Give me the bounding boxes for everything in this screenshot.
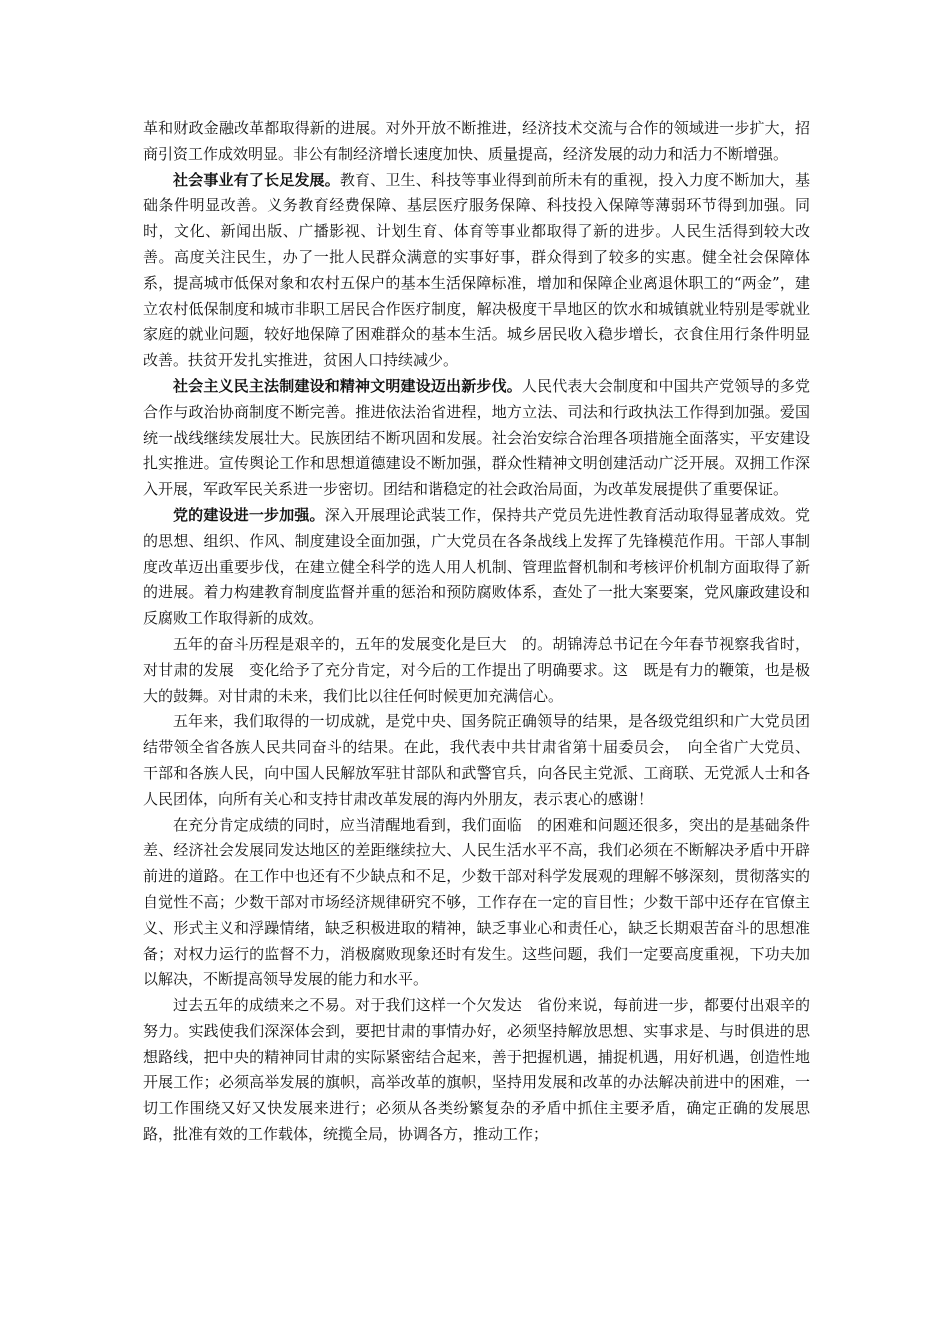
paragraph [143, 374, 810, 503]
paragraph-text: 革和财政金融改革都取得新的进展。对外开放不断推进，经济技术交流与合作的领域进一步扩大，招商引资工作成效明显。非公有制经济增长速度加快、质量提高，经济发展的动力和活力不断增强。 [143, 119, 810, 163]
paragraph-lead: 社会事业有了长足发展。 [173, 170, 340, 189]
paragraph-text: 人民代表大会制度和中国共产党领导的多党合作与政治协商制度不断完善。推进依法治省进程，地方立法、司法和行政执法工作得到加强。爱国统一战线继续发展壮大。民族团结不断巩固和发展。社会治安综合治理各项措施全面落实，平安建设扎实推进。宣传舆论工作和思想道德建设不断加强，群众性精神文明创建活动广泛开展。双拥工作深入开展，军政军民关系进一步密切。团结和谐稳定的社会政治局面，为改革发展提供了重要保证。 [143, 376, 810, 499]
paragraph-text: 五年的奋斗历程是艰辛的，五年的发展变化是巨大 的。胡锦涛总书记在今年春节视察我省时，对甘肃的发展 变化给予了充分肯定，对今后的工作提出了明确要求。这 既是有力的鞭策，也是极大的鼓舞。对甘肃的未来，我们比以往任何时候更加充满信心。 [143, 634, 810, 705]
paragraph-text: 过去五年的成绩来之不易。对于我们这样一个欠发达 省份来说，每前进一步，都要付出艰辛的努力。实践使我们深深体会到，要把甘肃的事情办好，必须坚持解放思想、实事求是、与时俱进的思想路线，把中央的精神同甘肃的实际紧密结合起来，善于把握机遇，捕捉机遇，用好机遇，创造性地开展工作；必须高举发展的旗帜，高举改革的旗帜，坚持用发展和改革的办法解决前进中的困难，一切工作围绕又好又快发展来进行；必须从各类纷繁复杂的矛盾中抓住主要矛盾，确定正确的发展思路，批准有效的工作载体，统揽全局，协调各方，推动工作； [143, 996, 810, 1144]
paragraph [143, 813, 810, 994]
paragraph [143, 116, 810, 168]
paragraph-lead: 党的建设进一步加强。 [173, 505, 325, 524]
paragraph-text: 在充分肯定成绩的同时，应当清醒地看到，我们面临 的困难和问题还很多，突出的是基础条件差、经济社会发展同发达地区的差距继续拉大、人民生活水平不高，我们必须在不断解决矛盾中开辟前进的道路。在工作中也还有不少缺点和不足，少数干部对科学发展观的理解不够深刻，贯彻落实的自觉性不高；少数干部对市场经济规律研究不够，工作存在一定的盲目性；少数干部中还存在官僚主义、形式主义和浮躁情绪，缺乏积极进取的精神，缺乏事业心和责任心，缺乏长期艰苦奋斗的思想准备；对权力运行的监督不力，消极腐败现象还时有发生。这些问题，我们一定要高度重视，下功夫加以解决，不断提高领导发展的能力和水平。 [143, 815, 810, 989]
paragraph-lead: 社会主义民主法制建设和精神文明建设迈出新步伐。 [173, 376, 522, 395]
paragraph-text: 教育、卫生、科技等事业得到前所未有的重视，投入力度不断加大，基础条件明显改善。义务教育经费保障、基层医疗服务保障、科技投入保障等薄弱环节得到加强。同时，文化、新闻出版、广播影视、计划生育、体育等事业都取得了新的进步。人民生活得到较大改善。高度关注民生，办了一批人民群众满意的实事好事，群众得到了较多的实惠。健全社会保障体系，提高城市低保对象和农村五保户的基本生活保障标准，增加和保障企业离退休职工的“两金”，建立农村低保制度和城市非职工居民合作医疗制度，解决极度干旱地区的饮水和城镇就业特别是零就业家庭的就业问题，较好地保障了困难群众的基本生活。城乡居民收入稳步增长，衣食住用行条件明显改善。扶贫开发扎实推进，贫困人口持续减少。 [143, 170, 810, 370]
paragraph-text: 深入开展理论武装工作，保持共产党员先进性教育活动取得显著成效。党的思想、组织、作风、制度建设全面加强，广大党员在各条战线上发挥了先锋模范作用。干部人事制度改革迈出重要步伐，在建立健全科学的选人用人机制、管理监督机制和考核评价机制方面取得了新的进展。着力构建教育制度监督并重的惩治和预防腐败体系，查处了一批大案要案，党风廉政建设和反腐败工作取得新的成效。 [143, 505, 810, 628]
paragraph-text: 五年来，我们取得的一切成就，是党中央、国务院正确领导的结果，是各级党组织和广大党员团结带领全省各族人民共同奋斗的结果。在此，我代表中共甘肃省第十届委员会， 向全省广大党员、干部和各族人民，向中国人民解放军驻甘部队和武警官兵，向各民主党派、工商联、无党派人士和各人民团体，向所有关心和支持甘肃改革发展的海内外朋友，表示衷心的感谢！ [143, 712, 810, 808]
paragraph [143, 168, 810, 374]
paragraph [143, 993, 810, 1148]
paragraph [143, 632, 810, 709]
paragraph [143, 503, 810, 632]
document-body [143, 116, 810, 1148]
paragraph [143, 709, 810, 812]
